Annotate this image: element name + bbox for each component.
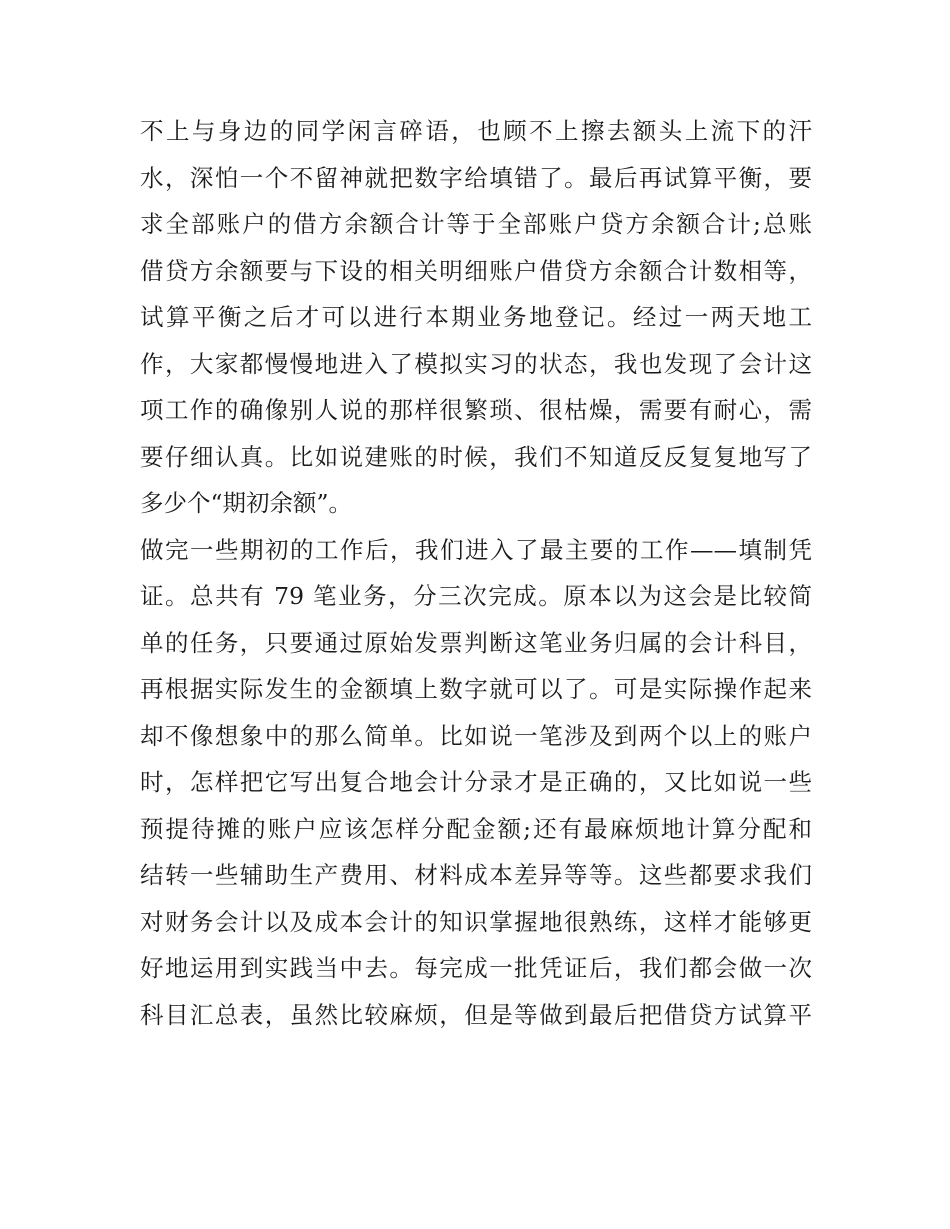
text-line: 预提待摊的账户应该怎样分配金额;还有最麻烦地计算分配和 (140, 814, 812, 843)
text-line: 要仔细认真。比如说建账的时候，我们不知道反反复复地写了 (140, 442, 812, 471)
text-line: 结转一些辅助生产费用、材料成本差异等等。这些都要求我们 (140, 861, 812, 889)
body-text (140, 108, 812, 1038)
text-line: 好地运用到实践当中去。每完成一批凭证后，我们都会做一次 (140, 954, 812, 982)
text-line: 证。总共有 79 笔业务，分三次完成。原本以为这会是比较简 (140, 582, 812, 610)
text-line: 借贷方余额要与下设的相关明细账户借贷方余额合计数相等， (140, 256, 812, 285)
text-line: 时，怎样把它写出复合地会计分录才是正确的，又比如说一些 (140, 768, 812, 796)
text-line: 项工作的确像别人说的那样很繁琐、很枯燥，需要有耐心，需 (140, 396, 812, 424)
text-line: 对财务会计以及成本会计的知识掌握地很熟练，这样才能够更 (140, 907, 812, 936)
text-line: 不上与身边的同学闲言碎语，也顾不上擦去额头上流下的汗 (140, 117, 812, 145)
text-line: 求全部账户的借方余额合计等于全部账户贷方余额合计;总账 (140, 210, 812, 238)
text-line: 科目汇总表，虽然比较麻烦，但是等做到最后把借贷方试算平 (140, 1000, 812, 1029)
text-line: 多少个“期初余额”。 (140, 489, 353, 517)
text-line: 却不像想象中的那么简单。比如说一笔涉及到两个以上的账户 (140, 721, 812, 750)
text-line: 试算平衡之后才可以进行本期业务地登记。经过一两天地工 (140, 303, 812, 331)
text-line: 作，大家都慢慢地进入了模拟实习的状态，我也发现了会计这 (140, 349, 812, 378)
text-line: 水，深怕一个不留神就把数字给填错了。最后再试算平衡，要 (140, 163, 812, 192)
text-line: 单的任务，只要通过原始发票判断这笔业务归属的会计科目， (140, 628, 812, 657)
text-line: 再根据实际发生的金额填上数字就可以了。可是实际操作起来 (140, 675, 812, 703)
text-line: 做完一些期初的工作后，我们进入了最主要的工作——填制凭 (140, 535, 812, 564)
